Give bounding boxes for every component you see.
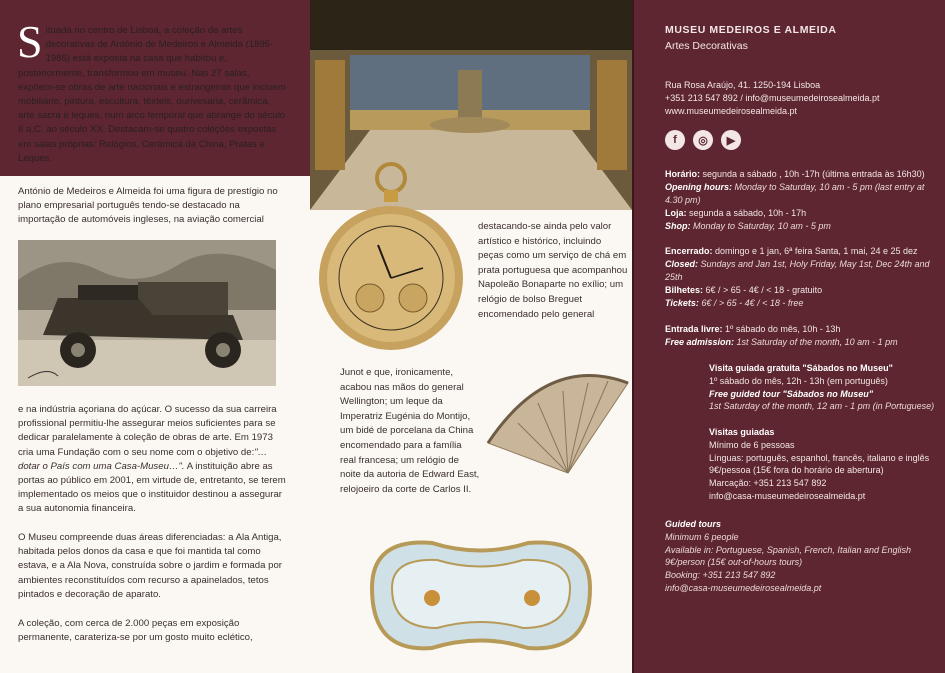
free-admission: Entrada livre: 1º sábado do mês, 10h - 13h Free admission: 1st Saturday of the month, 10 am - 1 pm xyxy=(665,324,898,347)
closed-days: Encerrado: domingo e 1 jan, 6ª feira Santa, 1 mai, 24 e 25 dez Closed: Sundays and Jan 1st, Holy Friday, May 1st, Dec 24th and 25th xyxy=(665,246,930,282)
collection-highlights-1: destacando-se ainda pelo valor artístico e histórico, incluindo peças como um serviço de chá em prata portuguesa que acompanhou Napoleão Bonaparte no exílio; um relógio de bolso Breguet encomendado pelo general xyxy=(478,221,628,320)
intro-text: Situada no centro de Lisboa, a coleção de artes decorativas de António de Medeiros e Almeida (1895-1986) está exposta na casa que habitou e, posteriormente, transformou em museu. Nas 27 salas, expõem-se obras de arte nacionais e estrangeiras que incluem mobiliário, pintura, escultura, têxteis, ourivesaria, cerâmica, arte sacra e leques, num arco temporal que abrange do século II a.C. ao século XX. Destacam-se quatro coleções expostas em salas próprias: Relógios, Cerâmica da China, Pratas e Leques. xyxy=(17,16,286,164)
instagram-icon[interactable]: ◎ xyxy=(693,130,713,150)
opening-hours: Horário: segunda a sábado , 10h -17h (última entrada às 16h30) Opening hours: Monday to Saturday, 10 am - 5 pm (last entry at 4.30 pm) xyxy=(665,169,925,205)
tickets: Bilhetes: 6€ / > 65 - 4€ / < 18 - gratuito Tickets: 6€ / > 65 - 4€ / < 18 - free xyxy=(665,285,823,308)
phone-email[interactable]: +351 213 547 892 / info@museumedeirosealmeida.pt xyxy=(665,92,880,103)
collection-paragraph: A coleção, com cerca de 2.000 peças em exposição permanente, carateriza-se por um gosto muito eclético, xyxy=(18,618,253,644)
tours-email[interactable]: info@casa-museumedeirosealmeida.pt xyxy=(709,490,866,501)
guided-visits-pt: Visitas guiadas Mínimo de 6 pessoas Línguas: português, espanhol, francês, italiano e inglês 9€/pessoa (15€ fora do horário de abertura) Marcação: +351 213 547 892 info@casa-museumedeirosealmeida.pt xyxy=(709,426,941,503)
dropcap: S xyxy=(17,16,43,67)
website-link[interactable]: www.museumedeirosealmeida.pt xyxy=(665,105,798,116)
bio-paragraph-2: e na indústria açoriana do açúcar. O sucesso da sua carreira profissional permitiu-lhe assegurar meios suficientes para se dedicar paralelamente à coleção de obras de arte. Em 1973 cria uma Fundação com o seu nome com o objetivo de:"… dotar o País com uma Casa-Museu…". A instituição abre as portas ao público em 2001, em virtude de, entretanto, se terem implementado os meios que o instituidor destinou a assegurar a sua autonomia financeira. xyxy=(18,404,286,515)
youtube-icon[interactable]: ▶ xyxy=(721,130,741,150)
bio-paragraph-1: António de Medeiros e Almeida foi uma figura de prestígio no plano empresarial português tendo-se destacado na importação de automóveis ingleses, na aviação comercial xyxy=(18,186,278,226)
social-links xyxy=(665,130,741,150)
address: Rua Rosa Araújo, 41. 1250-194 Lisboa xyxy=(665,80,821,90)
vintage-car-photo xyxy=(18,240,276,386)
fold-line xyxy=(632,0,634,673)
tours-email-en[interactable]: info@casa-museumedeirosealmeida.pt xyxy=(665,582,822,593)
museum-areas-paragraph: O Museu compreende duas áreas diferenciadas: a Ala Antiga, habitada pelos donos da casa e que foi mantida tal como estava, e a Ala Nova, construída sobre o jardim e formada por ambientes reconstituídos com recurso a apainelados, tetos pintados e decoração de aparato. xyxy=(18,532,282,600)
museum-subtitle: Artes Decorativas xyxy=(665,40,748,52)
museum-name: MUSEU MEDEIROS E ALMEIDA xyxy=(665,24,837,36)
guided-tours-en: Guided tours Minimum 6 people Available in: Portuguese, Spanish, French, Italian and English 9€/person (15€ out-of-hours tours) Booking: +351 213 547 892 info@casa-museumedeirosealmeida.pt xyxy=(665,518,941,595)
pocket-watch-image xyxy=(318,160,464,360)
facebook-icon[interactable]: f xyxy=(665,130,685,150)
collection-highlights-2: Junot e que, ironicamente, acabou nas mãos do general Wellington; um leque da Imperatriz Eugénia do Montijo, um bidé de porcelana da China encomendado para a família real francesa; um relógio de noite da autoria de Edward East, relojoeiro da corte de Carlos II. xyxy=(340,367,480,495)
contact-block xyxy=(665,79,935,117)
free-guided-visit: Visita guiada gratuita "Sábados no Museu" 1º sábado do mês, 12h - 13h (em português) Free guided tour "Sábados no Museu" 1st Saturday of the month, 12 am - 1 pm (in Portuguese) xyxy=(709,363,935,412)
fan-image xyxy=(478,363,630,483)
shop-hours: Loja: segunda a sábado, 10h - 17h Shop: Monday to Saturday, 10 am - 5 pm xyxy=(665,208,831,231)
info-panel xyxy=(632,0,945,673)
porcelain-bidet-image xyxy=(352,528,610,666)
